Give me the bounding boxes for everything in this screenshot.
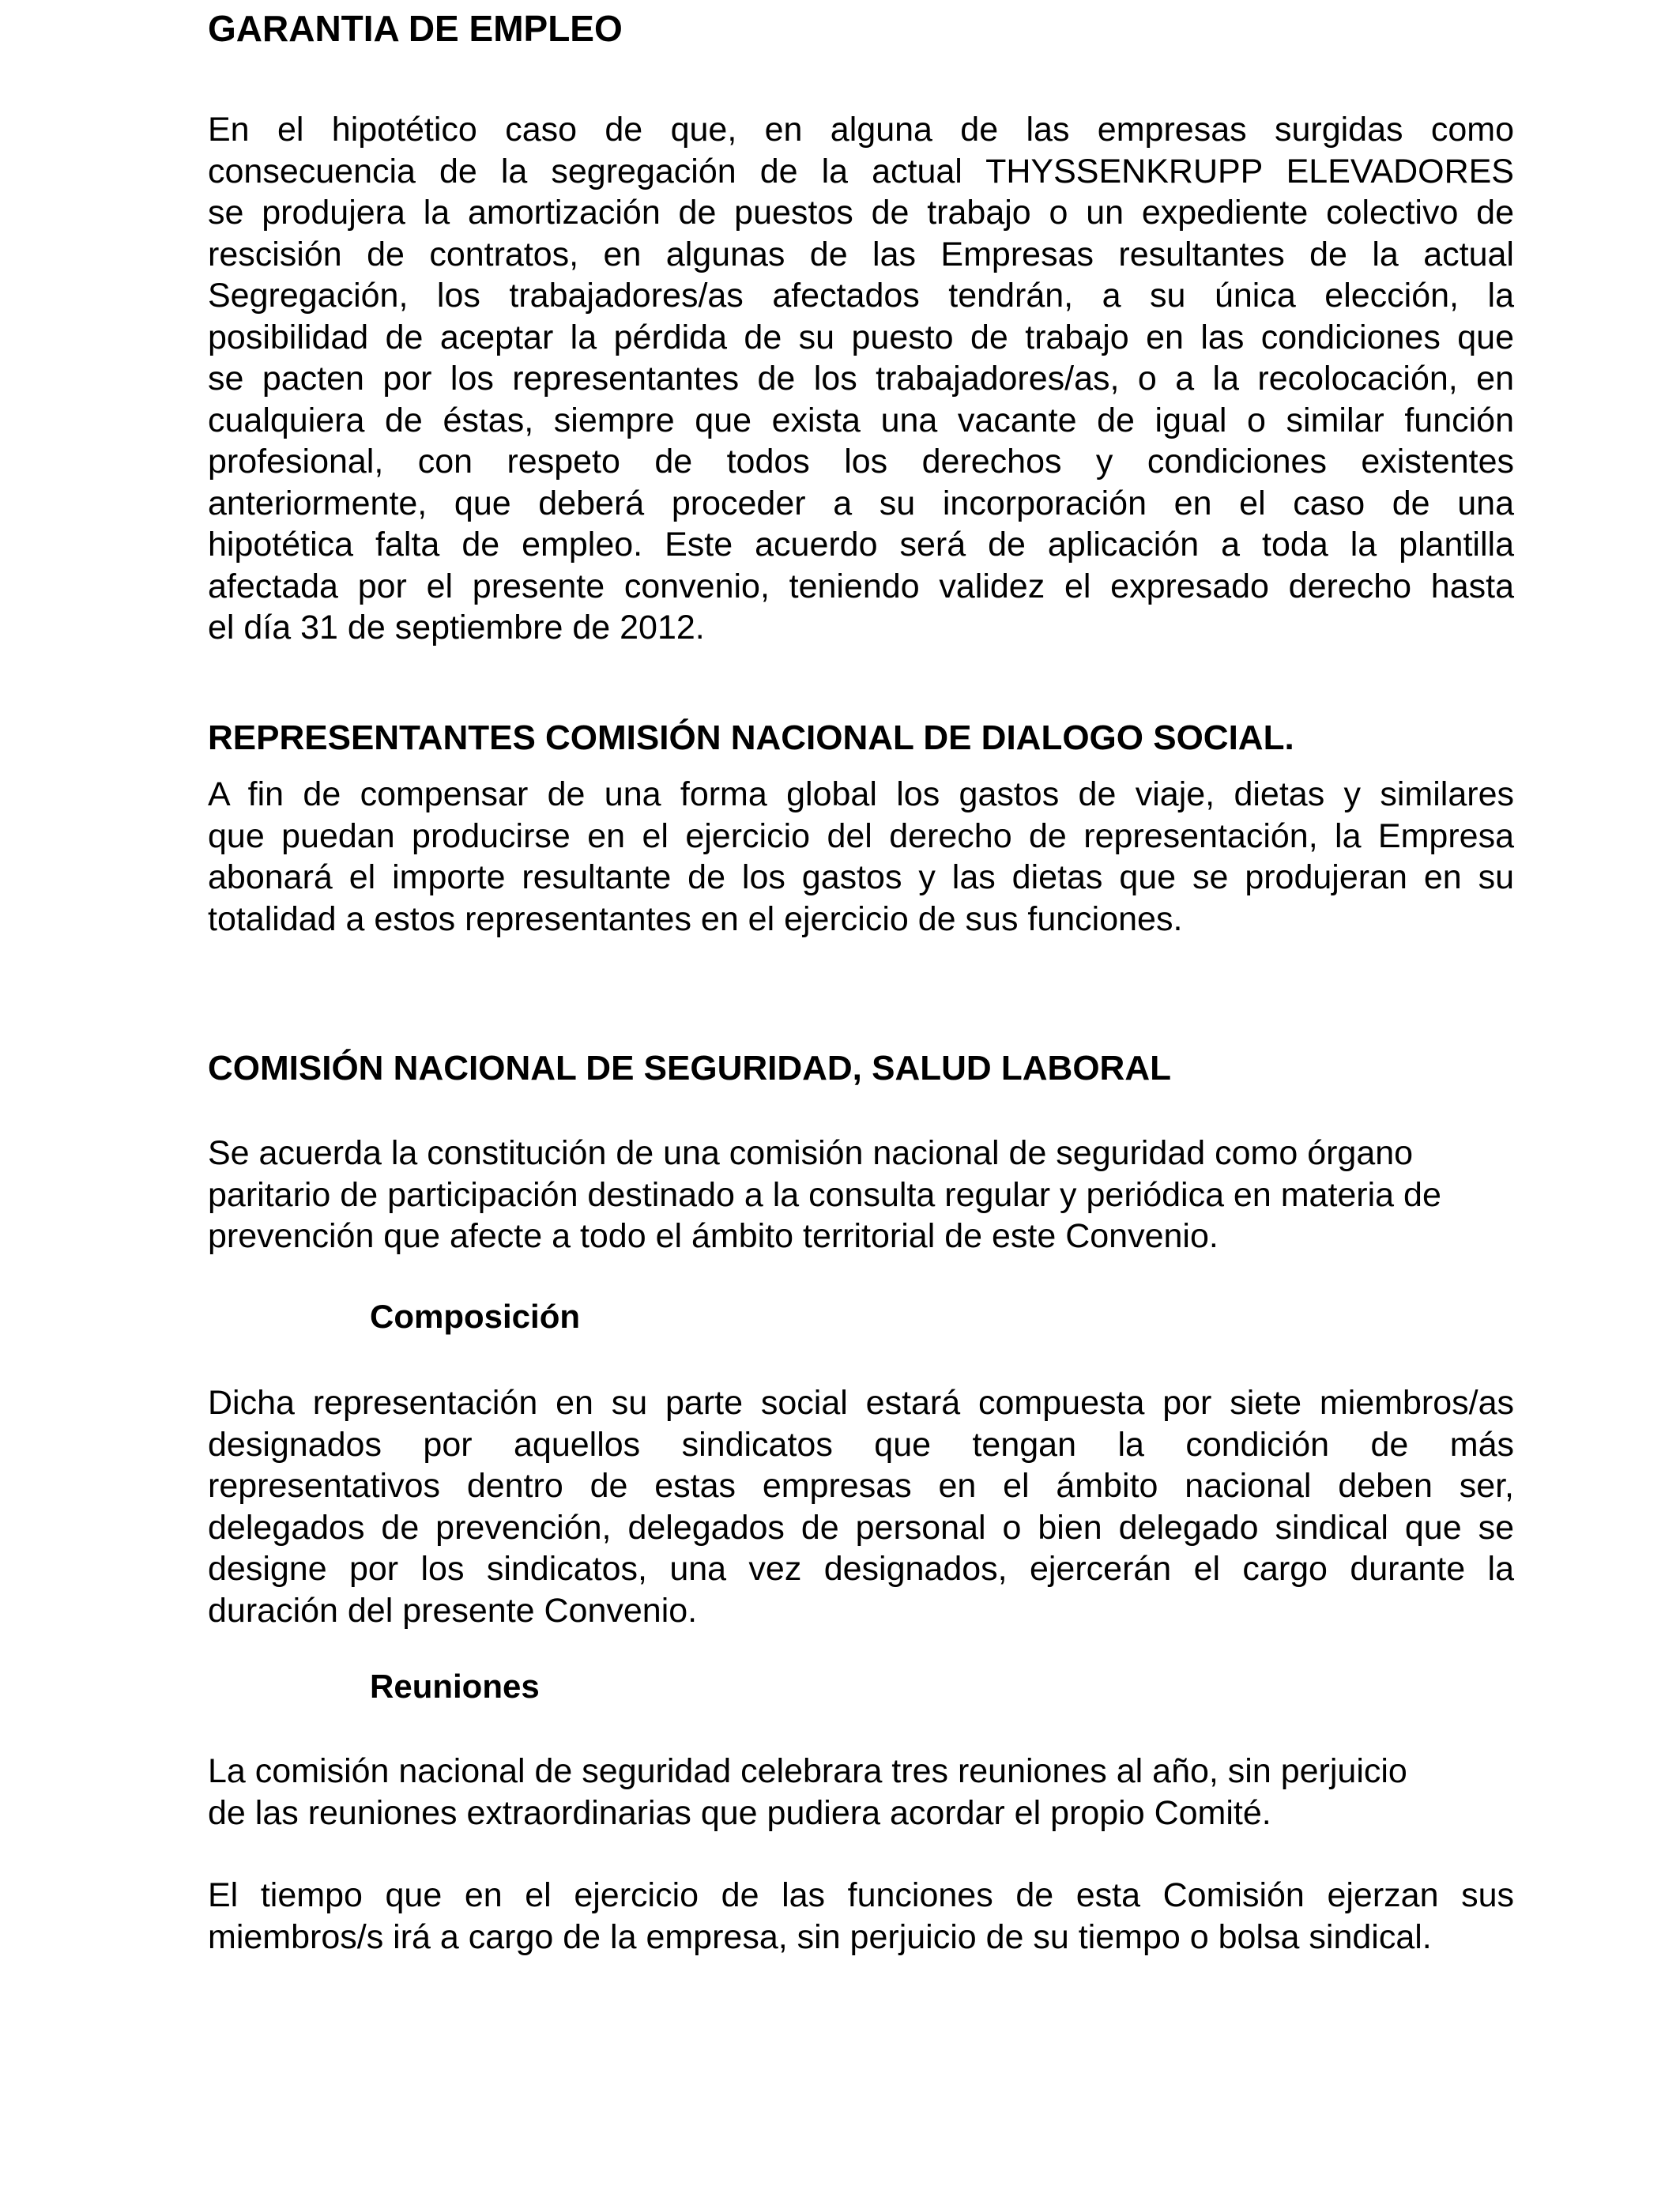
text-line: representativos dentro de estas empresas en el ámbito nacional deben ser, xyxy=(208,1467,1514,1505)
heading-garantia-de-empleo: GARANTIA DE EMPLEO xyxy=(208,8,623,49)
text-line: afectada por el presente convenio, teniendo validez el expresado derecho hasta xyxy=(208,567,1514,605)
text-line: A fin de compensar de una forma global los gastos de viaje, dietas y similares xyxy=(208,775,1514,813)
text-line: miembros/s irá a cargo de la empresa, sin perjuicio de su tiempo o bolsa sindical. xyxy=(208,1917,1432,1956)
text-line: el día 31 de septiembre de 2012. xyxy=(208,609,705,647)
paragraph-representantes xyxy=(208,774,1514,940)
text-line: hipotética falta de empleo. Este acuerdo será de aplicación a toda la plantilla xyxy=(208,526,1514,564)
text-line: cualquiera de éstas, siempre que exista una vacante de igual o similar función xyxy=(208,401,1514,439)
text-line: anteriormente, que deberá proceder a su incorporación en el caso de una xyxy=(208,484,1514,522)
heading-representantes: REPRESENTANTES COMISIÓN NACIONAL DE DIALOGO SOCIAL. xyxy=(208,718,1294,757)
text-line: designe por los sindicatos, una vez designados, ejercerán el cargo durante la xyxy=(208,1550,1514,1588)
subheading-reuniones: Reuniones xyxy=(370,1668,540,1705)
paragraph-comision xyxy=(208,1133,1514,1257)
text-line: de las reuniones extraordinarias que pudiera acordar el propio Comité. xyxy=(208,1793,1271,1832)
paragraph-garantia xyxy=(208,109,1514,649)
paragraph-composicion xyxy=(208,1382,1514,1631)
subheading-composicion: Composición xyxy=(370,1298,581,1335)
text-line: duración del presente Convenio. xyxy=(208,1591,698,1630)
text-line: que puedan producirse en el ejercicio del derecho de representación, la Empresa xyxy=(208,816,1514,855)
text-line: se pacten por los representantes de los trabajadores/as, o a la recolocación, en xyxy=(208,360,1514,398)
text-line: Segregación, los trabajadores/as afectados tendrán, a su única elección, la xyxy=(208,277,1514,315)
text-line: prevención que afecte a todo el ámbito territorial de este Convenio. xyxy=(208,1217,1219,1255)
text-line: totalidad a estos representantes en el ejercicio de sus funciones. xyxy=(208,899,1183,938)
text-line: Dicha representación en su parte social estará compuesta por siete miembros/as xyxy=(208,1384,1514,1422)
heading-comision-seguridad: COMISIÓN NACIONAL DE SEGURIDAD, SALUD LABORAL xyxy=(208,1049,1171,1088)
text-line: Se acuerda la constitución de una comisión nacional de seguridad como órgano xyxy=(208,1134,1414,1172)
text-line: abonará el importe resultante de los gastos y las dietas que se produjeran en su xyxy=(208,858,1514,896)
text-line: se produjera la amortización de puestos de trabajo o un expediente colectivo de xyxy=(208,194,1514,232)
text-line: designados por aquellos sindicatos que tengan la condición de más xyxy=(208,1425,1514,1464)
text-line: paritario de participación destinado a la consulta regular y periódica en materia de xyxy=(208,1175,1441,1214)
paragraph-reuniones-1 xyxy=(208,1751,1514,1834)
text-line: profesional, con respeto de todos los derechos y condiciones existentes xyxy=(208,443,1514,481)
text-line: delegados de prevención, delegados de personal o bien delegado sindical que se xyxy=(208,1508,1514,1547)
text-line: El tiempo que en el ejercicio de las funciones de esta Comisión ejerzan sus xyxy=(208,1876,1514,1914)
text-line: rescisión de contratos, en algunas de las Empresas resultantes de la actual xyxy=(208,235,1514,273)
text-line: posibilidad de aceptar la pérdida de su puesto de trabajo en las condiciones que xyxy=(208,318,1514,356)
text-line: La comisión nacional de seguridad celebrara tres reuniones al año, sin perjuicio xyxy=(208,1752,1407,1790)
paragraph-reuniones-2 xyxy=(208,1875,1514,1958)
text-line: consecuencia de la segregación de la actual THYSSENKRUPP ELEVADORES xyxy=(208,152,1514,190)
text-line: En el hipotético caso de que, en alguna de las empresas surgidas como xyxy=(208,111,1514,149)
